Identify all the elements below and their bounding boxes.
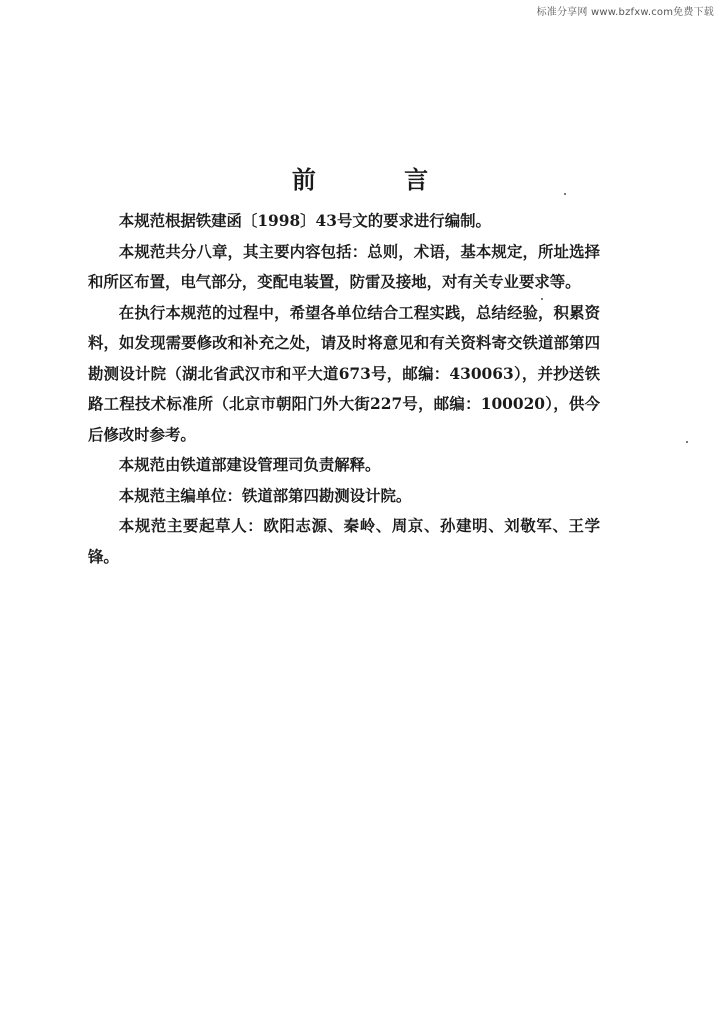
- page-title: 前 言: [291, 165, 469, 194]
- scan-speck: [686, 441, 688, 443]
- watermark-text: 标准分享网 www.bzfxw.com免费下载: [536, 7, 714, 18]
- preface-body: [88, 206, 600, 572]
- paragraph-drafters: 本规范主要起草人：欧阳志源、秦岭、周京、孙建明、刘敬军、王学锋。: [88, 517, 600, 566]
- paragraph-basis: 本规范根据铁建函〔1998〕43号文的要求进行编制。: [118, 212, 491, 230]
- paragraph-interpretation: 本规范由铁道部建设管理司负责解释。: [118, 456, 381, 474]
- scan-speck: [564, 193, 566, 195]
- scan-speck: [541, 298, 543, 300]
- paragraph-chief-unit: 本规范主编单位：铁道部第四勘测设计院。: [118, 486, 412, 505]
- paragraph-feedback: 在执行本规范的过程中，希望各单位结合工程实践，总结经验，积累资料，如发现需要修改和补充之处，请及时将意见和有关资料寄交铁道部第四勘测设计院（湖北省武汉市和平大道673号，邮编：430063），并抄送铁路工程技术标准所（北京市朝阳门外大街227号，邮编：100020），供今后修改时参考。: [88, 303, 600, 444]
- paragraph-contents: 本规范共分八章，其主要内容包括：总则，术语，基本规定，所址选择和所区布置，电气部分，变配电装置，防雷及接地，对有关专业要求等。: [88, 242, 600, 291]
